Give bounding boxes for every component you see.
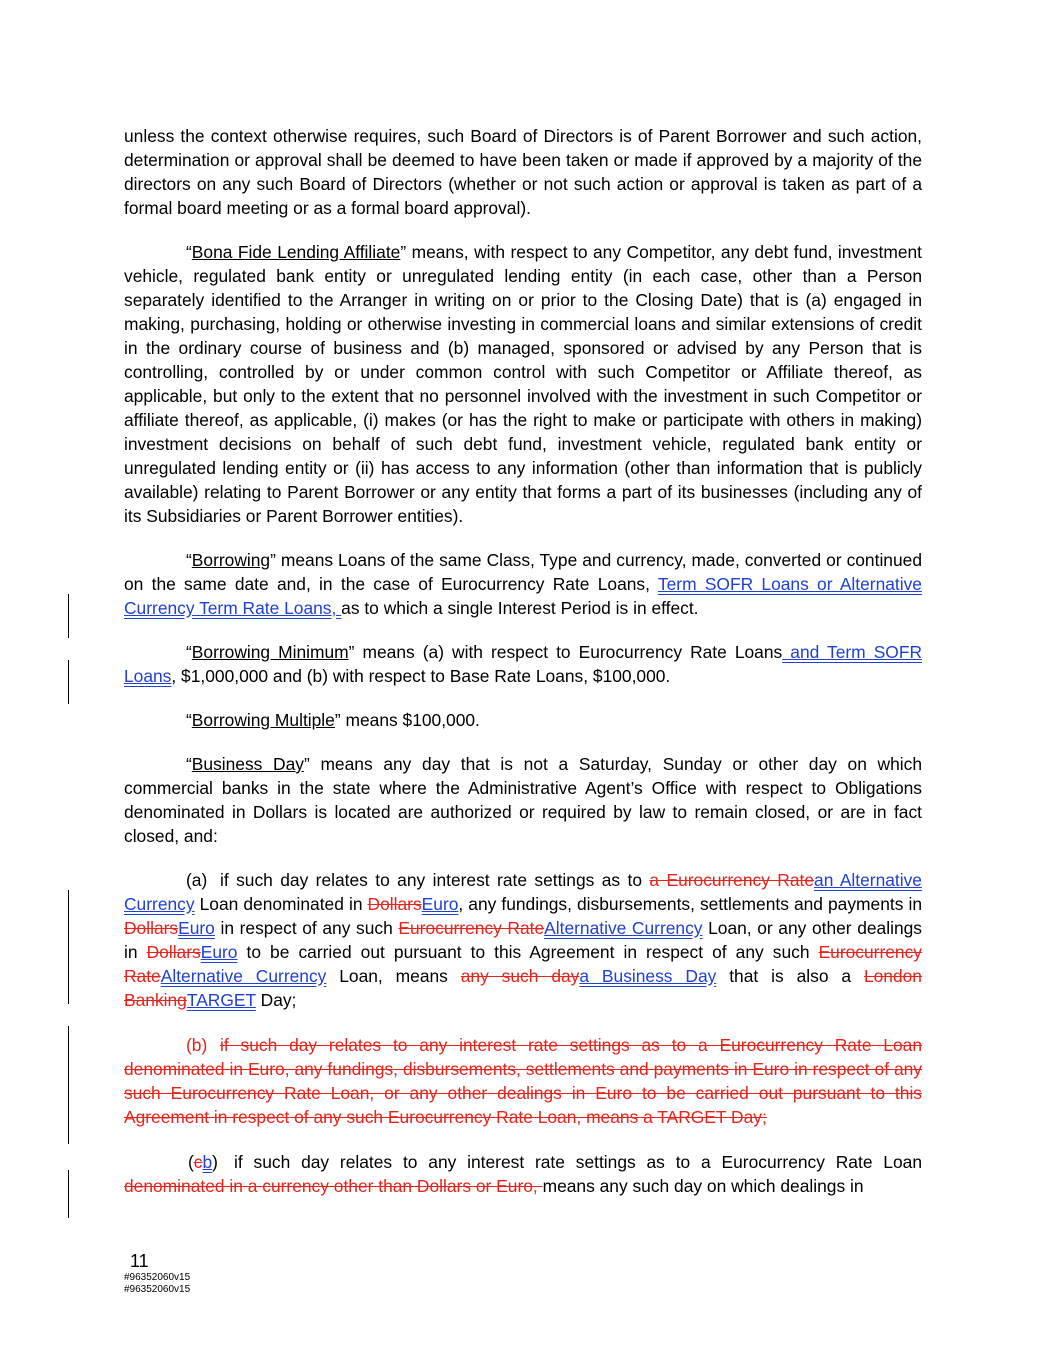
page-number: 11 [130, 1251, 149, 1271]
definition-borrowing: “Borrowing” means Loans of the same Class, Type and currency, made, converted or continued on the same date and, in the case of Eurocurrency Rate Loans, Term SOFR Loans or Alternative Currency Term Rate Loans, as to which a single Interest Period is in effect. [124, 550, 922, 618]
defined-term: Bona Fide Lending Affiliate [191, 242, 401, 262]
inserted-text: Alternative Currency [160, 966, 327, 986]
inserted-text: Term SOFR Loans or Alternative Currency Term Rate Loans, [124, 574, 922, 618]
document-page [124, 124, 922, 1198]
change-bar [68, 660, 69, 704]
definition-borrowing-minimum: “Borrowing Minimum” means (a) with respect to Eurocurrency Rate Loans and Term SOFR Loans, $1,000,000 and (b) with respect to Base Rate Loans, $100,000. [124, 642, 923, 686]
clause-label: (cb) [188, 1152, 218, 1172]
inserted-text: Alternative Currency [544, 918, 703, 938]
deleted-text: London Banking [124, 966, 922, 1010]
inserted-text: b [202, 1152, 213, 1172]
clause-label: (b) [186, 1035, 208, 1055]
clause-b: (cb) if such day relates to any interest rate settings as to a Eurocurrency Rate Loan denominated in a currency other than Dollars or Euro, means any such day on which dealings in [124, 1152, 922, 1196]
clause-label: (a) [186, 870, 208, 890]
inserted-text: TARGET [186, 990, 256, 1010]
deleted-text: Dollars [146, 942, 201, 962]
document-id: #96352060v15 [124, 1272, 191, 1283]
page-footer [124, 1250, 190, 1296]
deleted-text: denominated in a currency other than Dollars or Euro, [124, 1176, 543, 1196]
inserted-text: a Business Day [579, 966, 717, 986]
change-bar [68, 890, 69, 1004]
change-bar [68, 594, 69, 638]
deleted-text: Eurocurrency Rate [124, 942, 922, 986]
definition-bona-fide-lending-affiliate: “Bona Fide Lending Affiliate” means, with respect to any Competitor, any debt fund, investment vehicle, regulated bank entity or unregulated lending entity (in each case, other than a Person separately identified to the Arranger in writing on or prior to the Closing Date) that is (a) engaged in making, purchasing, holding or otherwise investing in commercial loans and similar extensions of credit in the ordinary course of business and (b) managed, sponsored or advised by any Person that is controlling, controlled by or under common control with such Competitor or Affiliate thereof, as applicable, but only to the extent that no personnel involved with the investment in such Competitor or affiliate thereof, as applicable, (i) makes (or has the right to make or participate with others in making) investment decisions on behalf of such debt fund, investment vehicle, regulated bank entity or unregulated lending entity or (ii) has access to any information (other than information that is publicly available) relating to Parent Borrower or any entity that forms a part of its businesses (including any of its Subsidiaries or Parent Borrower entities). [124, 242, 922, 526]
defined-term: Borrowing Multiple [191, 710, 335, 730]
clause-a: (a) if such day relates to any interest rate settings as to a Eurocurrency Ratean Alternative Currency Loan denominated in DollarsEuro, any fundings, disbursements, settlements and payments in DollarsEuro in respect of any such Eurocurrency RateAlternative Currency Loan, or any other dealings in DollarsEuro to be carried out pursuant to this Agreement in respect of any such Eurocurrency RateAlternative Currency Loan, means any such daya Business Day that is also a London BankingTARGET Day; [124, 870, 922, 1010]
clause-b-deleted: (b) if such day relates to any interest rate settings as to a Eurocurrency Rate Loan denominated in Euro, any fundings, disbursements, settlements and payments in Euro in respect of any such Eurocurrency Rate Loan, or any other dealings in Euro to be carried out pursuant to this Agreement in respect of any such Eurocurrency Rate Loan, means a TARGET Day; [124, 1035, 922, 1127]
inserted-text: and Term SOFR Loans [124, 642, 923, 686]
document-id: #96352060v15 [124, 1284, 191, 1295]
defined-term: Borrowing [191, 550, 271, 570]
deleted-text: Dollars [367, 894, 422, 914]
deleted-text: a Eurocurrency Rate [649, 870, 815, 890]
deleted-text: any such day [460, 966, 580, 986]
defined-term: Business Day [191, 754, 304, 774]
defined-term: Borrowing Minimum [191, 642, 349, 662]
inserted-text: Euro [178, 918, 215, 938]
definition-business-day: “Business Day” means any day that is not a Saturday, Sunday or other day on which commercial banks in the state where the Administrative Agent’s Office with respect to Obligations denominated in Dollars is located are authorized or required by law to remain closed, or are in fact closed, and: [124, 754, 922, 846]
deleted-text: Eurocurrency Rate [398, 918, 545, 938]
inserted-text: Euro [200, 942, 238, 962]
paragraph-board-continued: unless the context otherwise requires, such Board of Directors is of Parent Borrower and such action, determination or approval shall be deemed to have been taken or made if approved by a majority of the directors on any such Board of Directors (whether or not such action or approval is taken as part of a formal board meeting or as a formal board approval). [124, 126, 922, 218]
deleted-text: Dollars [124, 918, 179, 938]
inserted-text: an Alternative Currency [124, 870, 922, 914]
definition-borrowing-multiple: “Borrowing Multiple” means $100,000. [186, 710, 480, 730]
deleted-text: c [193, 1152, 203, 1172]
change-bar [68, 1026, 69, 1144]
inserted-text: Euro [421, 894, 459, 914]
change-bar [68, 1170, 69, 1218]
